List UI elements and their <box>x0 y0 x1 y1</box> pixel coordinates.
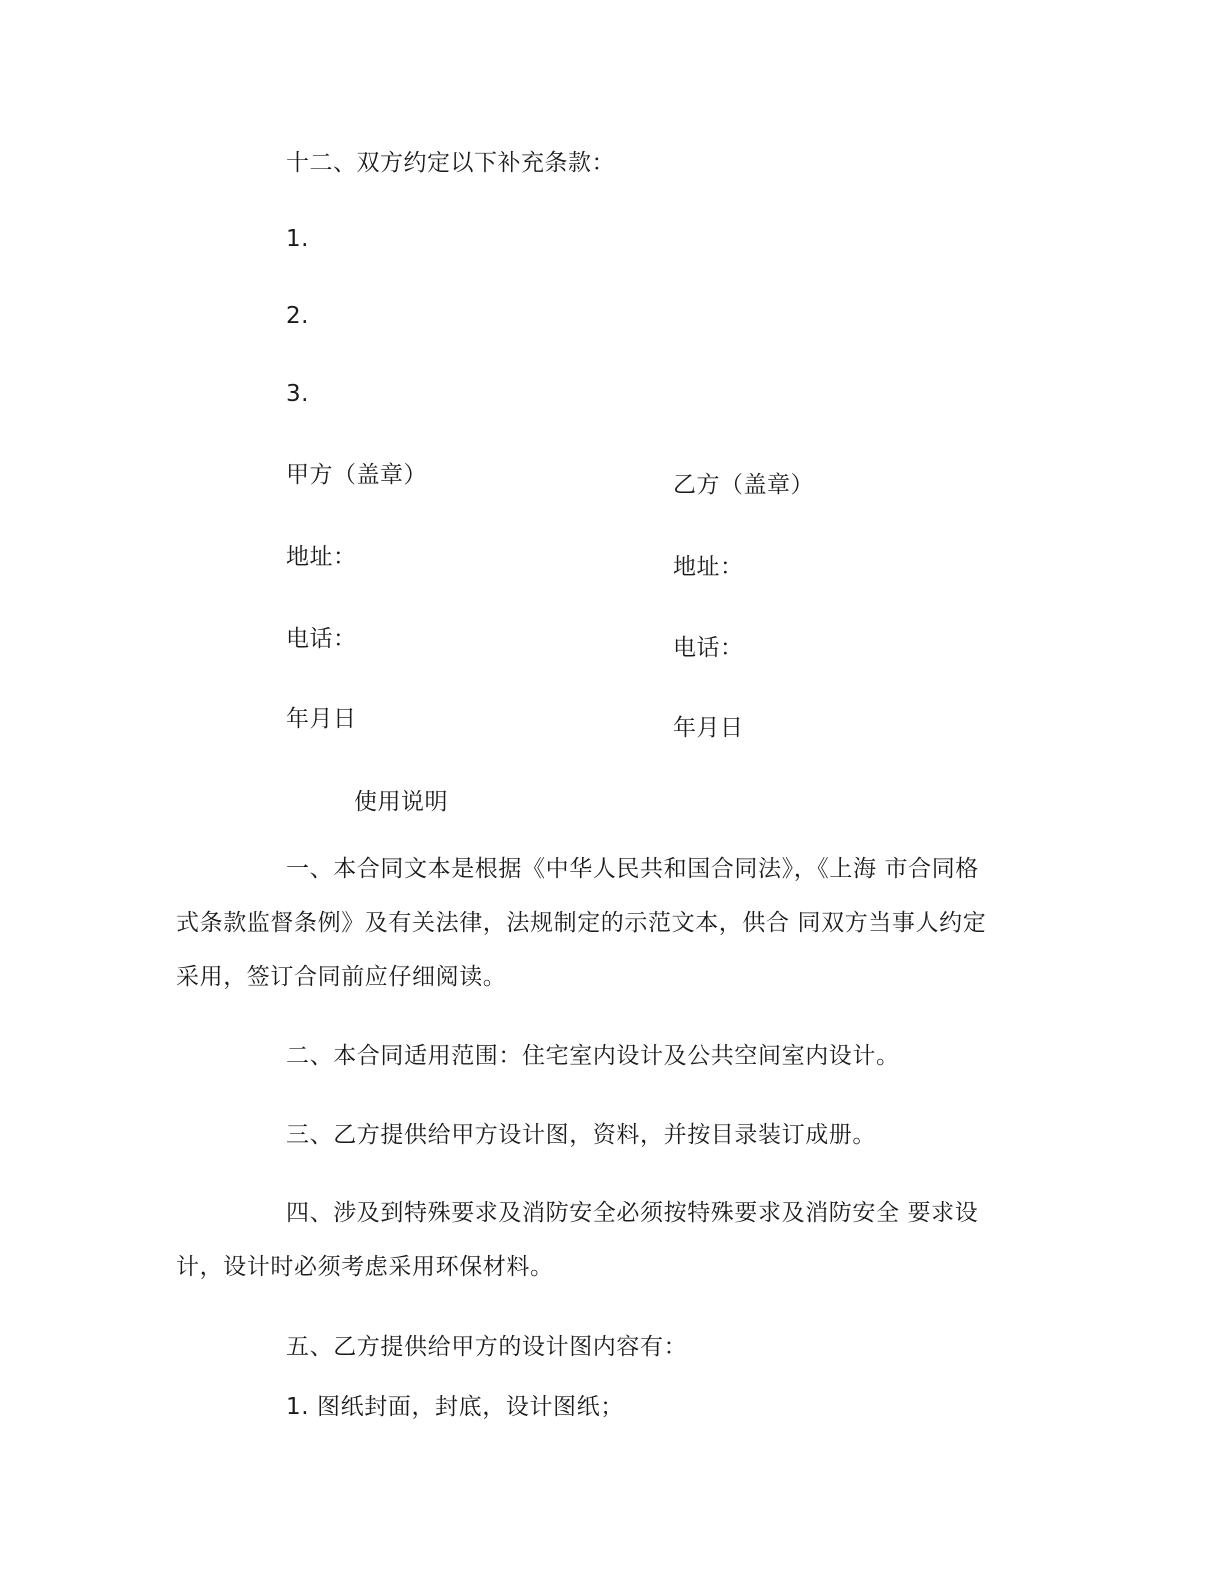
instruction-paragraph-1: 一、本合同文本是根据《中华人民共和国合同法》，《上海 市合同格式条款监督条例》及有关法律，法规制定的示范文本，供合 同双方当事人约定采用，签订合同前应仔细阅读。 <box>176 856 987 990</box>
instruction-paragraph-5: 五、乙方提供给甲方的设计图内容有： <box>286 1334 688 1360</box>
party-b-date: 年月日 <box>673 715 744 741</box>
party-b-seal: 乙方（盖章） <box>673 472 814 498</box>
instructions-title: 使用说明 <box>354 789 448 815</box>
party-b-address: 地址： <box>673 554 744 580</box>
instruction-paragraph-2: 二、本合同适用范围：住宅室内设计及公共空间室内设计。 <box>286 1043 900 1069</box>
party-b-phone: 电话： <box>673 635 744 661</box>
supplement-item-2: 2. <box>286 303 309 329</box>
instruction-paragraph-6: 1. 图纸封面，封底，设计图纸； <box>286 1394 624 1420</box>
party-a-address: 地址： <box>286 544 357 570</box>
supplement-heading: 十二、双方约定以下补充条款： <box>286 150 615 176</box>
party-a-phone: 电话： <box>286 626 357 652</box>
instruction-paragraph-3: 三、乙方提供给甲方设计图，资料，并按目录装订成册。 <box>286 1122 876 1148</box>
supplement-item-3: 3. <box>286 381 309 407</box>
supplement-item-1: 1. <box>286 226 309 252</box>
party-a-seal: 甲方（盖章） <box>286 462 427 488</box>
party-a-date: 年月日 <box>286 706 357 732</box>
instruction-paragraph-4: 四、涉及到特殊要求及消防安全必须按特殊要求及消防安全 要求设计，设计时必须考虑采用环保材料。 <box>176 1200 979 1280</box>
